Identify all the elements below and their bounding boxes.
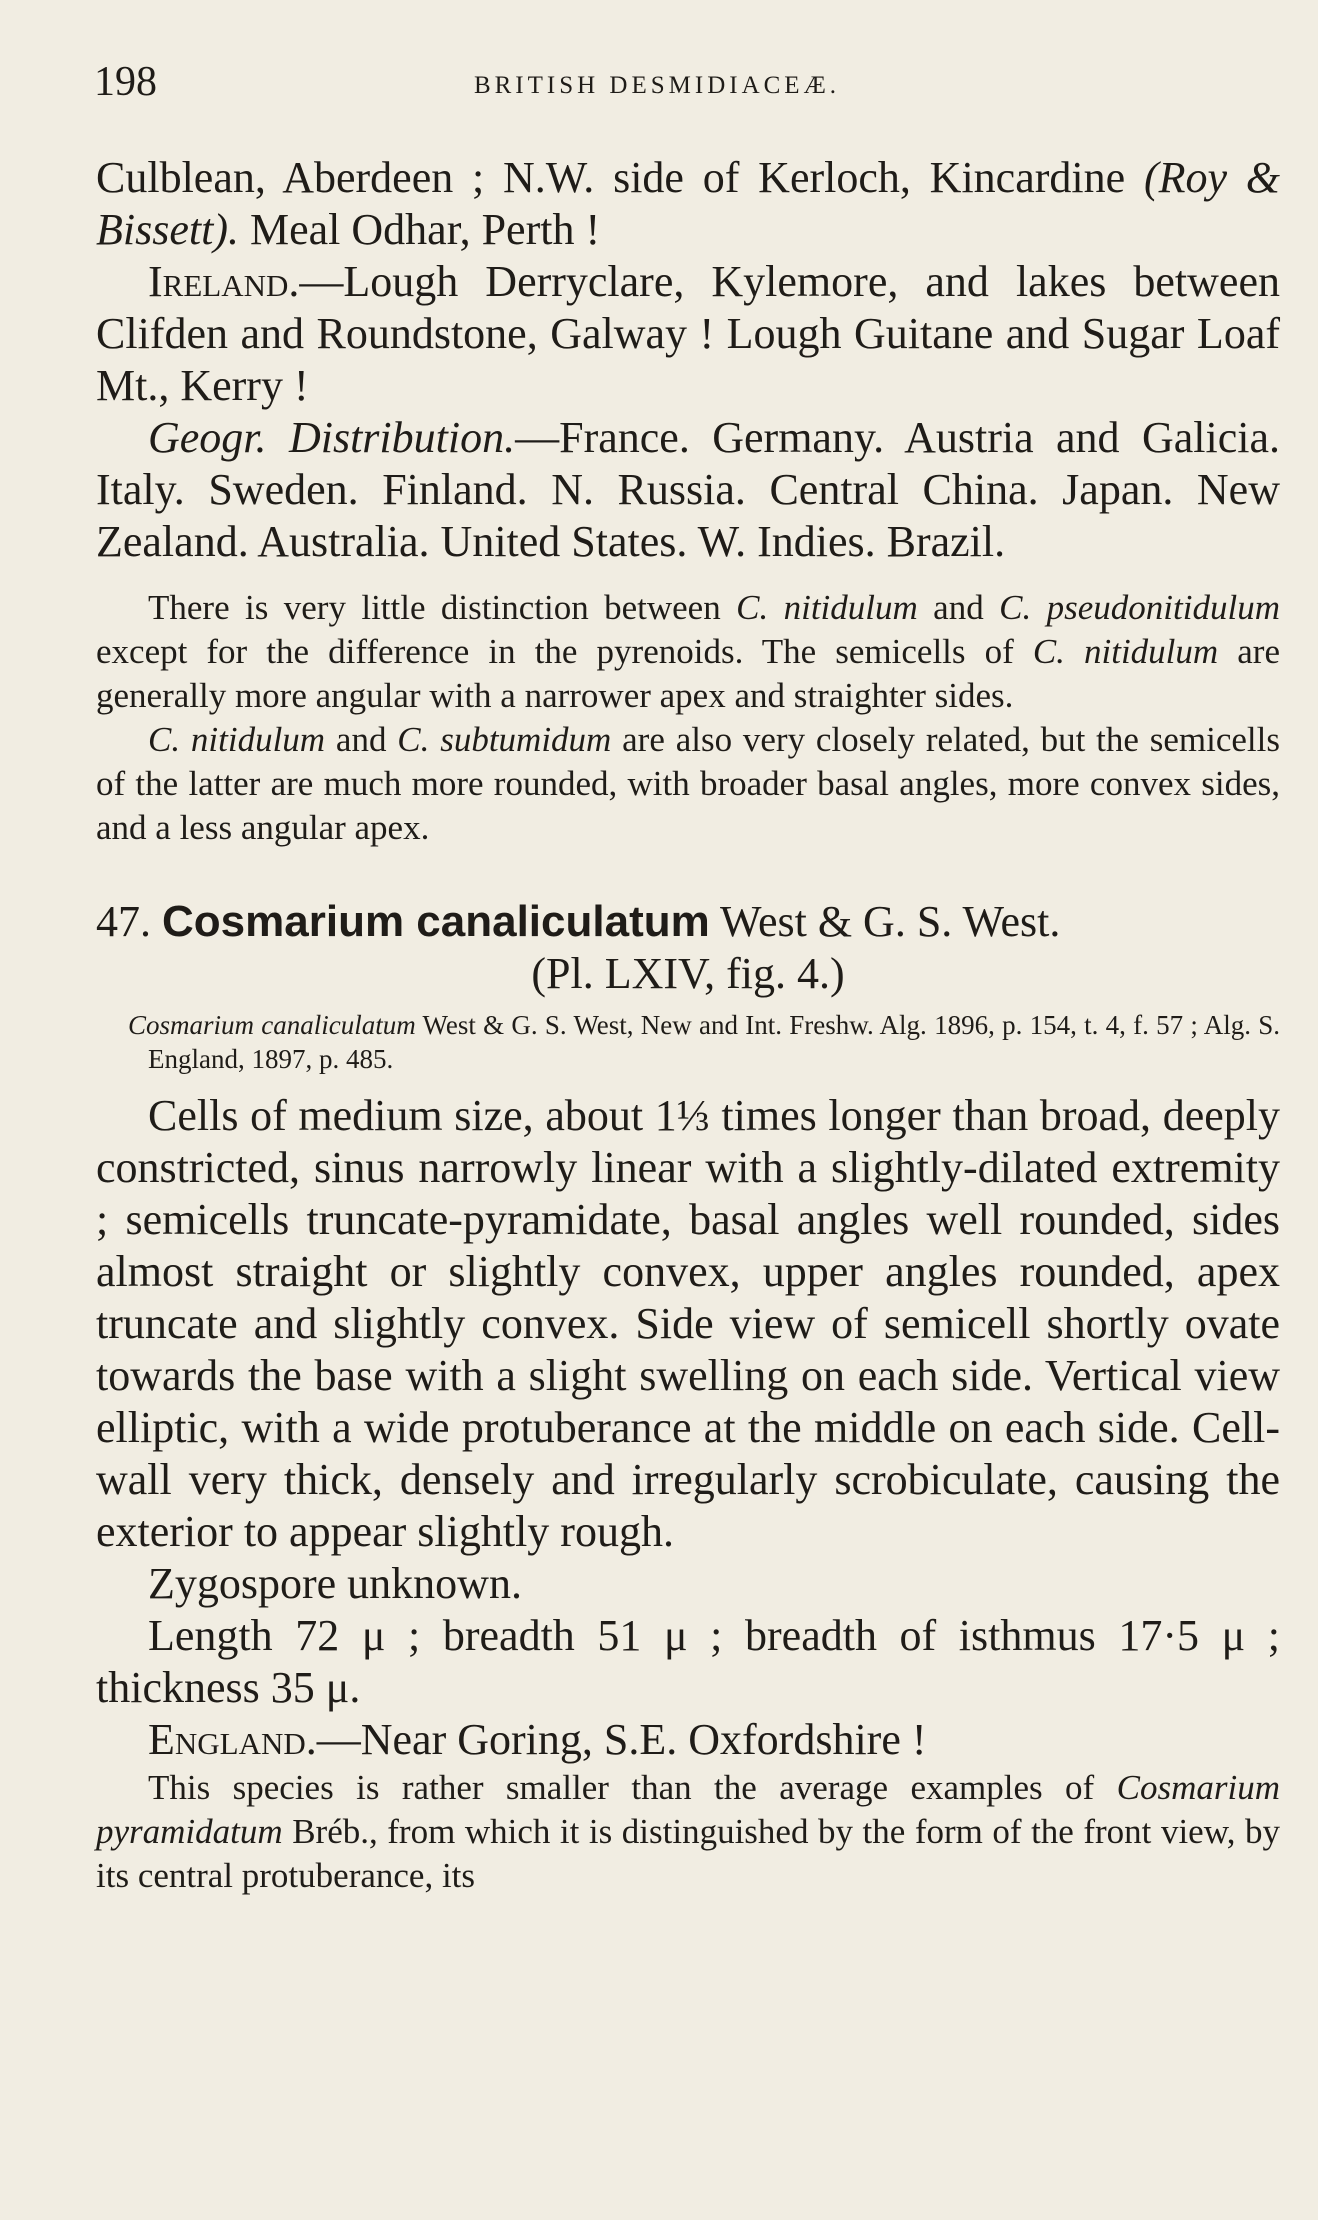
note-text: and [325,720,398,759]
species-authority: West & G. S. West. [709,897,1061,946]
species-number: 47. [96,897,151,946]
species-description: Cells of medium size, about 1⅓ times longer than broad, deeply constricted, sinus narrowly linear with a slightly-dilated extremity ; semicells truncate-pyramidate, basal angles well rounded, sides almost straight or slightly convex, upper angles rounded, apex truncate and slightly convex. Side view of semicell shortly ovate towards the base with a slight swelling on each side. Vertical view elliptic, with a wide protuberance at the middle on each side. Cell-wall very thick, densely and irregularly scrobiculate, causing the exterior to appear slightly rough. [96,1091,1280,1556]
zygospore-note: Zygospore unknown. [148,1559,522,1608]
dimensions: Length 72 μ ; breadth 51 μ ; breadth of isthmus 17·5 μ ; thickness 35 μ. [96,1611,1280,1712]
scotland-line: Culblean, Aberdeen ; N.W. side of Kerloch, Kincardine [96,153,1126,202]
ireland-localities [96,256,1280,412]
taxon-name: C. pseudonitidulum [999,588,1280,627]
scotland-tail: Meal Odhar, Perth ! [238,205,601,254]
england-text: —Near Goring, S.E. Oxfordshire ! [316,1715,927,1764]
taxon-name: C. nitidulum [1032,632,1219,671]
species-name: Cosmarium canaliculatum [162,897,710,946]
synonymy [96,1000,1280,1090]
ireland-label: Ireland. [148,257,300,306]
note-text: and [917,588,1000,627]
note-paragraph-1 [96,586,1280,718]
note-text: are generally more angular with a narrower apex and straighter sides. [96,632,1280,715]
page-body [96,152,1280,1898]
note-text: This species is rather smaller than the average examples of [148,1768,1117,1807]
page-header [94,58,1220,108]
taxon-name: C. nitidulum [148,720,326,759]
note-text: except for the difference in the pyrenoids. The semicells of [96,632,1033,671]
synonymy-text: West & G. S. West, New and Int. Freshw. Alg. 1896, p. 154, t. 4, f. 57 ; Alg. S. England, 1897, p. 485. [148,1010,1280,1074]
species-heading [96,896,1280,948]
taxon-name: Cosmarium pyramidatum [96,1768,1280,1851]
distribution-label: Geogr. Distribution. [148,413,516,462]
taxon-name: C. nitidulum [736,588,918,627]
england-locality [96,1714,1280,1766]
note-text: Bréb., from which it is distinguished by the form of the front view, by its central protuberance, its [96,1812,1280,1895]
page-number: 198 [94,59,157,105]
plate-reference: (Pl. LXIV, fig. 4.) [531,949,845,998]
collectors: (Roy & Bissett). [96,153,1281,254]
ireland-text: —Lough Derryclare, Kylemore, and lakes between Clifden and Roundstone, Galway ! Lough Guitane and Sugar Loaf Mt., Kerry ! [96,257,1280,410]
species-note [96,1766,1280,1898]
note-text: are also very closely related, but the semicells of the latter are much more rounded, with broader basal angles, more convex sides, and a less angular apex. [96,720,1280,847]
note-text: There is very little distinction between [148,588,737,627]
england-label: England. [148,1715,317,1764]
note-paragraph-2 [96,718,1280,850]
scotland-localities [96,152,1280,256]
geographic-distribution [96,412,1280,568]
running-head: BRITISH DESMIDIACEÆ. [473,72,841,99]
synonymy-name: Cosmarium canaliculatum [128,1010,416,1040]
distribution-text: —France. Germany. Austria and Galicia. Italy. Sweden. Finland. N. Russia. Central China. Japan. New Zealand. Australia. United States. W. Indies. Brazil. [96,413,1280,566]
taxon-name: C. subtumidum [397,720,612,759]
